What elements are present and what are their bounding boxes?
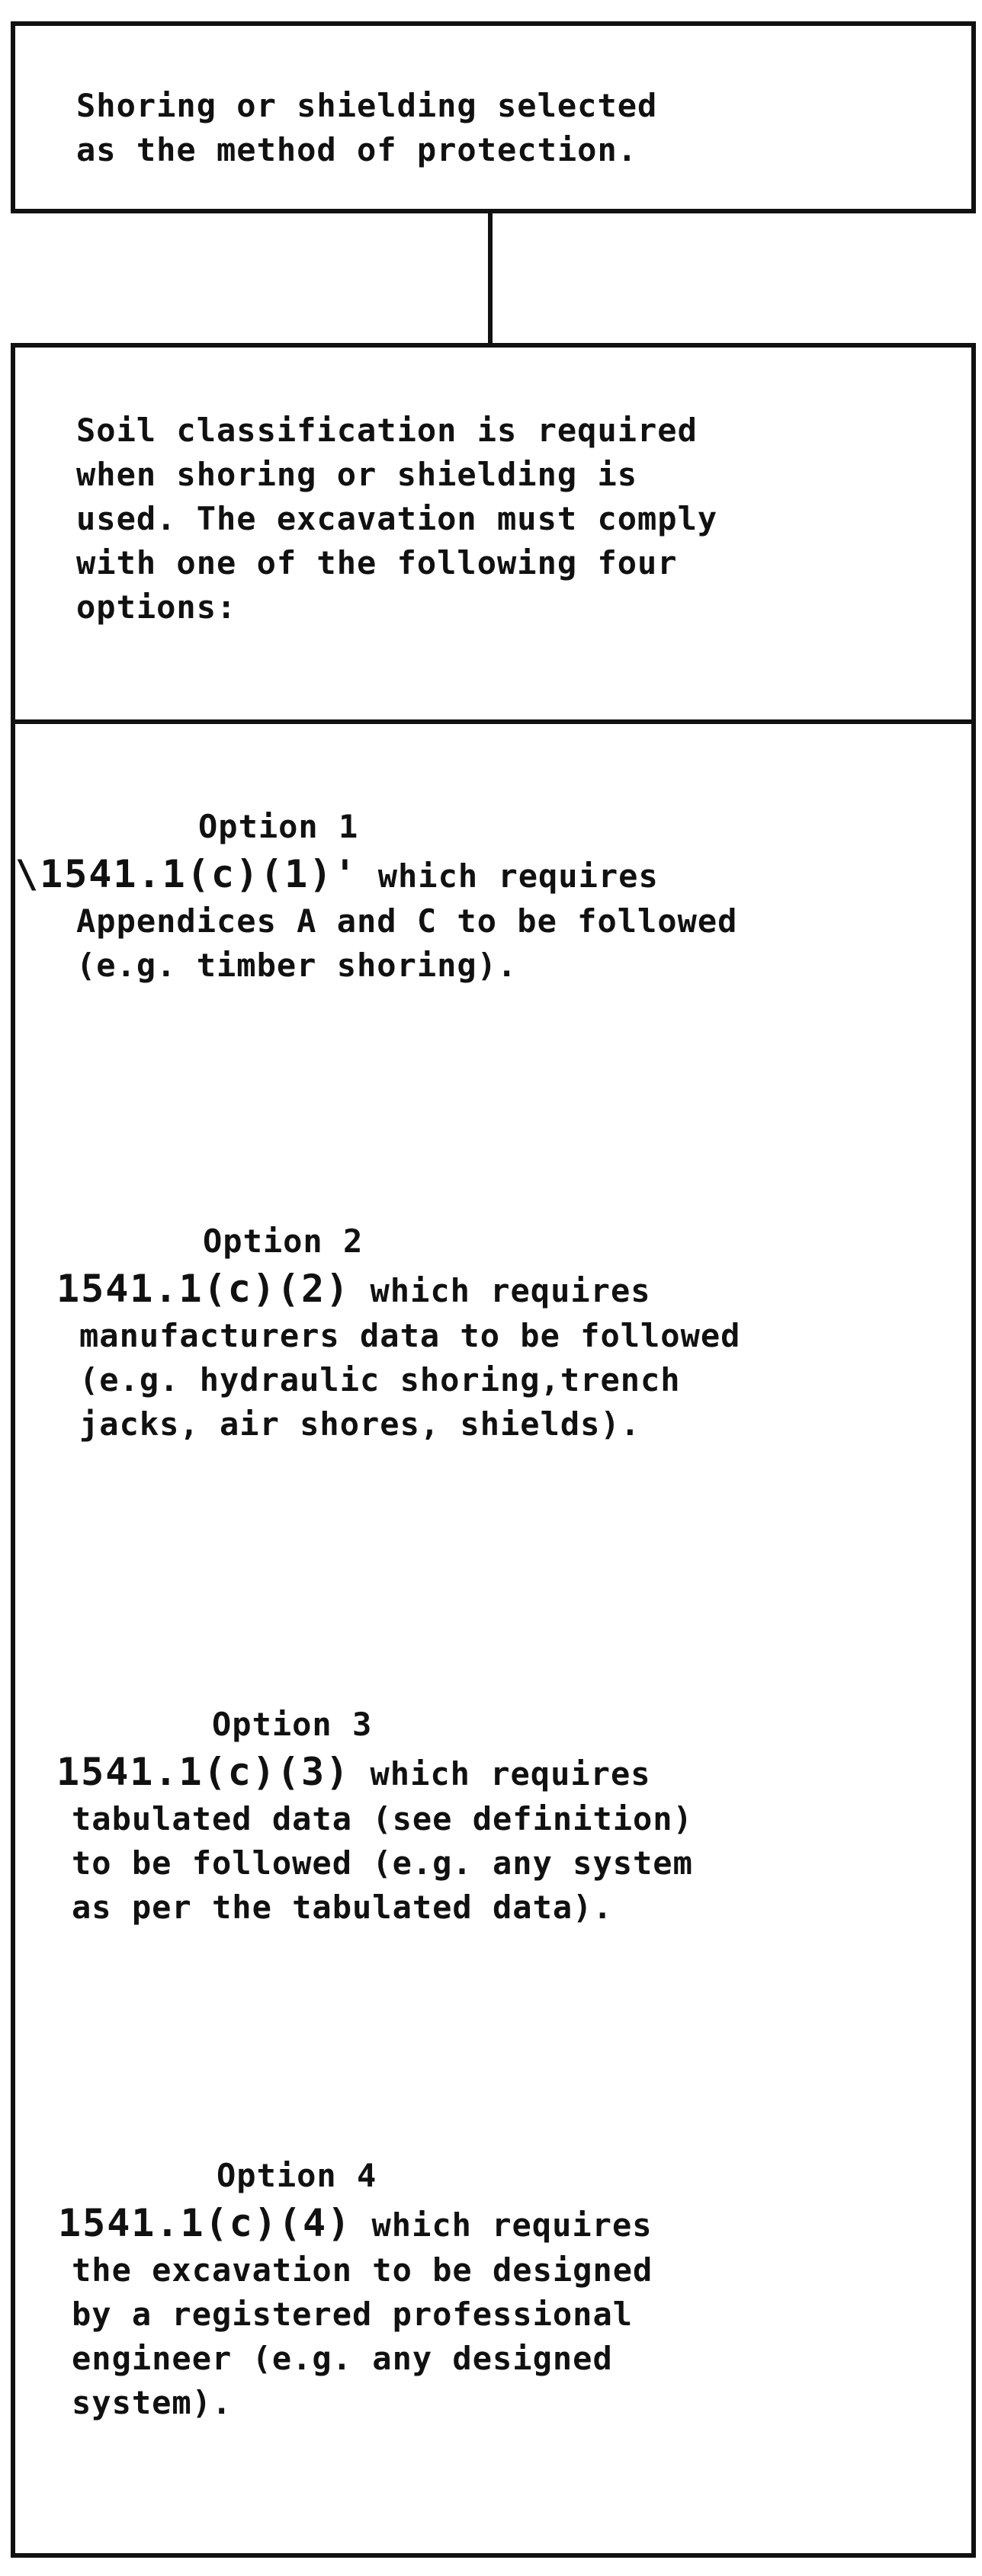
option-code: 1541.1(c)(3) xyxy=(56,1750,351,1794)
selection-box xyxy=(11,21,976,213)
option-code: 1541.1(c)(2) xyxy=(56,1267,351,1311)
option-first-line-rest: which requires xyxy=(351,2206,653,2244)
option-first-line xyxy=(58,2201,653,2245)
selection-text: Shoring or shielding selected as the method of protection. xyxy=(76,87,658,168)
option-code: \1541.1(c)(1)' xyxy=(15,852,358,896)
intro-section xyxy=(15,348,971,724)
option-description: manufacturers data to be followed (e.g. hydraulic shoring,trench jacks, air shores, shields). xyxy=(79,1317,741,1443)
option-title: Option 2 xyxy=(203,1222,364,1260)
option-code: 1541.1(c)(4) xyxy=(58,2201,352,2245)
option-description: Appendices A and C to be followed (e.g. timber shoring). xyxy=(76,902,738,984)
option-first-line xyxy=(56,1267,651,1311)
option-first-line-rest: which requires xyxy=(358,857,659,895)
intro-text: Soil classification is required when shoring or shielding is used. The excavation must comply with one of the following four options: xyxy=(76,412,718,626)
option-description: the excavation to be designed by a registered professional engineer (e.g. any designed system). xyxy=(72,2251,653,2421)
option-title: Option 3 xyxy=(212,1706,373,1743)
option-title: Option 1 xyxy=(198,808,359,845)
option-first-line xyxy=(56,1750,651,1794)
option-title: Option 4 xyxy=(217,2157,377,2194)
requirements-box xyxy=(11,343,976,2558)
option-first-line-rest: which requires xyxy=(350,1755,651,1793)
connector-line xyxy=(488,213,493,344)
option-description: tabulated data (see definition) to be followed (e.g. any system as per the tabulated data). xyxy=(72,1800,693,1926)
option-first-line xyxy=(15,852,659,896)
option-first-line-rest: which requires xyxy=(350,1272,651,1309)
